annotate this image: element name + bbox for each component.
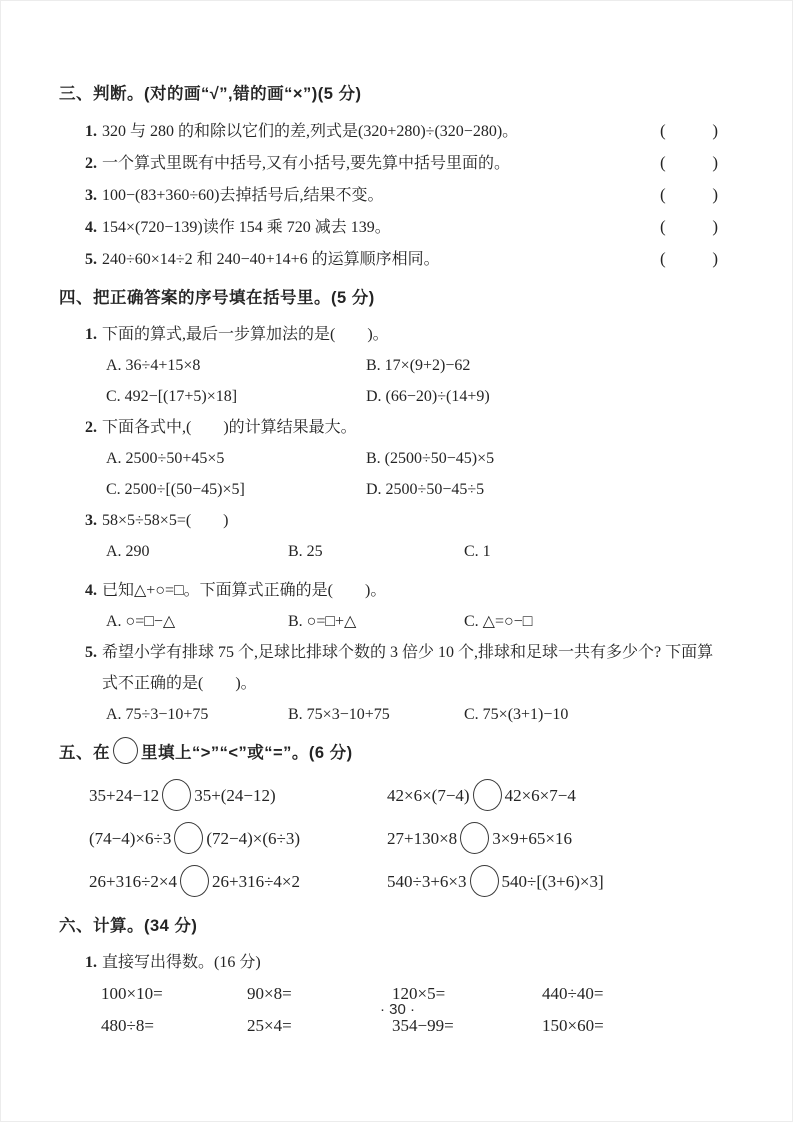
- section-calc: [59, 913, 718, 1042]
- question-number: 2.: [85, 419, 97, 436]
- option-b: B. ○=□+△: [288, 613, 357, 630]
- option-a: A. 290: [106, 543, 150, 560]
- option-a: A. 2500÷50+45×5: [106, 450, 225, 467]
- option-b: B. 25: [288, 543, 323, 560]
- sub-text: 直接写出得数。(16 分): [102, 954, 261, 972]
- compare-item-4: [387, 822, 718, 856]
- left-expression: 42×6×(7−4): [387, 786, 470, 806]
- paren-open: (: [660, 185, 666, 204]
- compare-title-suffix: 里填上“>”“<”或“=”。(6 分): [141, 744, 353, 762]
- calc-expression: 25×4=: [247, 1016, 292, 1036]
- item-number: 1.: [85, 123, 97, 140]
- left-expression: 27+130×8: [387, 829, 458, 849]
- left-expression: 540÷3+6×3: [387, 872, 467, 892]
- option-c: C. 1: [464, 543, 491, 560]
- paren-open: (: [660, 217, 666, 236]
- option-a: A. ○=□−△: [106, 613, 176, 630]
- option-c: C. 492−[(17+5)×18]: [106, 388, 238, 405]
- page-number: · 30 ·: [379, 1001, 415, 1018]
- paren-close: ): [712, 153, 718, 172]
- section-compare: [59, 740, 718, 899]
- circle-placeholder-icon: [470, 865, 499, 897]
- judgment-item-5: [85, 243, 718, 275]
- right-expression: 42×6×7−4: [504, 786, 576, 806]
- calc-expression: 90×8=: [247, 984, 292, 1004]
- item-number: 5.: [85, 251, 97, 268]
- calc-expression: 480÷8=: [101, 1016, 154, 1036]
- option-b: B. 75×3−10+75: [288, 706, 390, 723]
- judgment-item-2: [85, 147, 718, 179]
- compare-title-prefix: 五、在: [59, 744, 110, 762]
- paren-open: (: [660, 249, 666, 268]
- choice-question-5: [59, 637, 718, 730]
- section-judgment: [59, 81, 718, 275]
- answer-paren: [660, 179, 718, 210]
- left-expression: (74−4)×6÷3: [89, 829, 172, 849]
- right-expression: (72−4)×(6÷3): [206, 829, 300, 849]
- compare-item-1: [89, 779, 387, 813]
- item-text: 240÷60×14÷2 和 240−40+14+6 的运算顺序相同。: [102, 251, 440, 268]
- judgment-item-3: [85, 179, 718, 211]
- option-c: C. 75×(3+1)−10: [464, 706, 569, 723]
- left-expression: 35+24−12: [89, 786, 160, 806]
- question-number: 3.: [85, 512, 97, 529]
- choice-question-2: [59, 412, 718, 505]
- answer-paren: [660, 243, 718, 274]
- item-text: 154×(720−139)读作 154 乘 720 减去 139。: [102, 219, 391, 236]
- circle-placeholder-icon: [473, 779, 502, 811]
- question-number: 5.: [85, 644, 97, 661]
- right-expression: 35+(24−12): [194, 786, 276, 806]
- right-expression: 26+316÷4×2: [212, 872, 301, 892]
- judgment-item-1: [85, 115, 718, 147]
- question-stem: 下面的算式,最后一步算加法的是( )。: [102, 326, 389, 343]
- answer-paren: [660, 115, 718, 146]
- compare-item-3: [89, 822, 387, 856]
- question-number: 4.: [85, 582, 97, 599]
- item-text: 100−(83+360÷60)去掉括号后,结果不变。: [102, 187, 384, 204]
- circle-placeholder-icon: [113, 737, 138, 764]
- paren-close: ): [712, 121, 718, 140]
- choice-question-4: [59, 575, 718, 637]
- option-a: A. 75÷3−10+75: [106, 706, 209, 723]
- calc-expression: 100×10=: [101, 984, 163, 1004]
- section-choice-title: 四、把正确答案的序号填在括号里。(5 分): [59, 289, 375, 307]
- option-d: D. (66−20)÷(14+9): [366, 388, 490, 405]
- section-choice: [59, 285, 718, 730]
- circle-placeholder-icon: [460, 822, 489, 854]
- calc-expression: 120×5=: [392, 984, 446, 1004]
- calc-expression: 354−99=: [392, 1016, 454, 1036]
- right-expression: 3×9+65×16: [492, 829, 572, 849]
- paren-open: (: [660, 121, 666, 140]
- calc-expression: 150×60=: [542, 1016, 604, 1036]
- right-expression: 540÷[(3+6)×3]: [501, 872, 604, 892]
- compare-item-6: [387, 865, 718, 899]
- section-compare-title: [59, 740, 718, 767]
- item-number: 4.: [85, 219, 97, 236]
- circle-placeholder-icon: [162, 779, 191, 811]
- question-number: 1.: [85, 326, 97, 343]
- section-calc-title: 六、计算。(34 分): [59, 917, 198, 936]
- left-expression: 26+316÷2×4: [89, 872, 178, 892]
- paren-close: ): [712, 249, 718, 268]
- answer-paren: [660, 211, 718, 242]
- item-number: 3.: [85, 187, 97, 204]
- item-number: 2.: [85, 155, 97, 172]
- compare-item-2: [387, 779, 718, 813]
- compare-item-5: [89, 865, 387, 899]
- option-c: C. △=○−□: [464, 613, 533, 630]
- item-text: 一个算式里既有中括号,又有小括号,要先算中括号里面的。: [102, 155, 511, 172]
- paren-close: ): [712, 185, 718, 204]
- question-stem: 已知△+○=□。下面算式正确的是( )。: [102, 582, 387, 599]
- paren-close: ): [712, 217, 718, 236]
- circle-placeholder-icon: [174, 822, 203, 854]
- calc-expression: 440÷40=: [542, 984, 604, 1004]
- choice-question-1: [59, 319, 718, 412]
- sub-number: 1.: [85, 954, 97, 972]
- question-stem: 下面各式中,( )的计算结果最大。: [102, 419, 357, 436]
- choice-question-3: [59, 505, 718, 567]
- question-stem: 希望小学有排球 75 个,足球比排球个数的 3 倍少 10 个,排球和足球一共有多少个? 下面算式不正确的是( )。: [102, 644, 714, 692]
- circle-placeholder-icon: [180, 865, 209, 897]
- judgment-item-4: [85, 211, 718, 243]
- question-stem: 58×5÷58×5=( ): [102, 512, 229, 529]
- section-judgment-title: 三、判断。(对的画“√”,错的画“×”)(5 分): [59, 85, 362, 103]
- option-b: B. 17×(9+2)−62: [366, 357, 471, 374]
- option-b: B. (2500÷50−45)×5: [366, 450, 495, 467]
- item-text: 320 与 280 的和除以它们的差,列式是(320+280)÷(320−280)。: [102, 123, 519, 140]
- calc-subtitle: [85, 947, 718, 978]
- option-d: D. 2500÷50−45÷5: [366, 481, 485, 498]
- answer-paren: [660, 147, 718, 178]
- option-c: C. 2500÷[(50−45)×5]: [106, 481, 245, 498]
- option-a: A. 36÷4+15×8: [106, 357, 201, 374]
- paren-open: (: [660, 153, 666, 172]
